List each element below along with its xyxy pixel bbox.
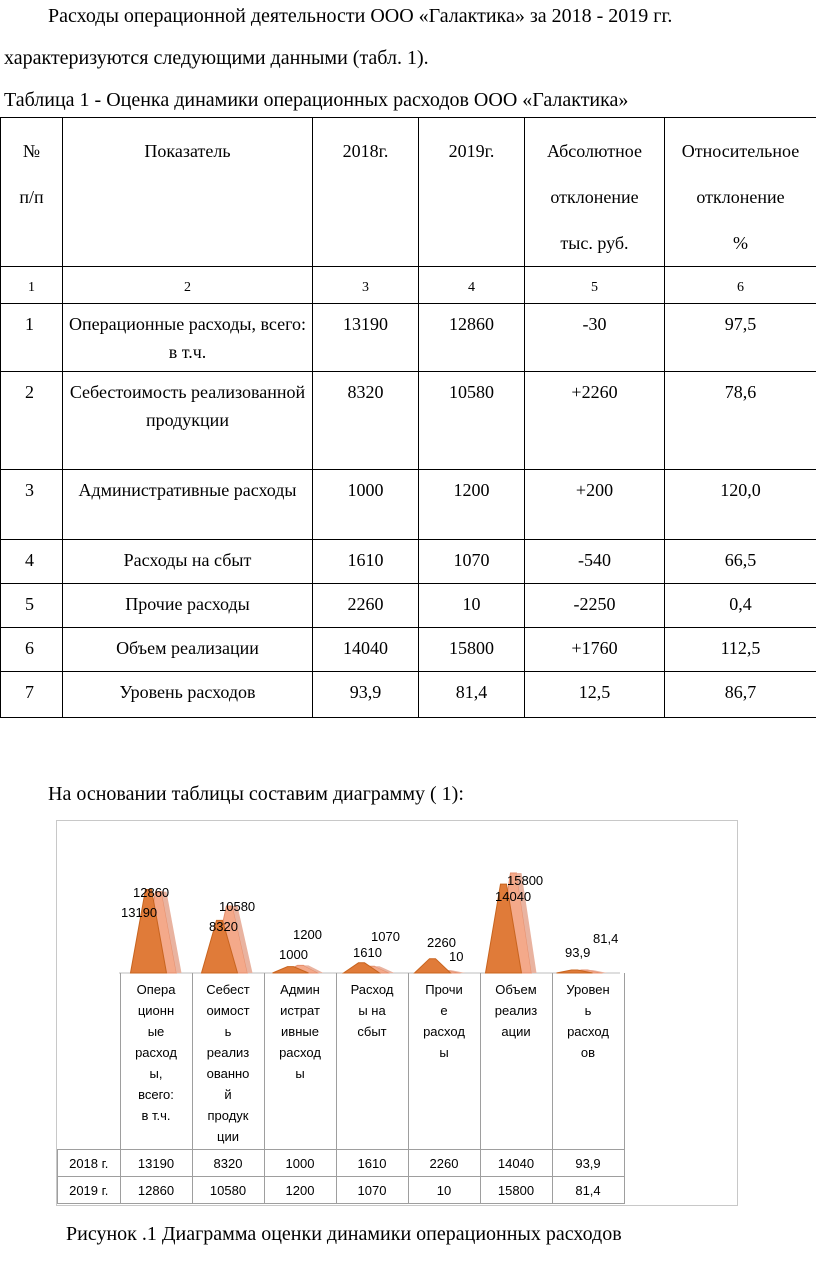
chart-category-label (192, 973, 264, 1150)
chart-category-label (120, 973, 192, 1150)
row-value-2019: 81,4 (419, 672, 525, 718)
data-label-2018: 14040 (495, 889, 532, 904)
row-rel-deviation: 97,5 (665, 304, 816, 372)
data-label-2019: 12860 (133, 885, 170, 900)
data-label-2018: 8320 (209, 919, 238, 934)
chart-category-label-line: истрат (280, 1003, 320, 1018)
chart-data-cell: 93,9 (552, 1150, 624, 1177)
chart-category-label-line: сбыт (357, 1024, 387, 1039)
row-rel-deviation: 120,0 (665, 470, 816, 540)
area-peak-2018 (415, 959, 451, 973)
chart-category-label-line: Себест (206, 982, 250, 997)
data-label-2019: 1200 (293, 927, 322, 942)
header-indicator: Показатель (63, 118, 313, 267)
data-label-2018: 2260 (427, 935, 456, 950)
row-value-2018: 1610 (313, 540, 419, 584)
row-abs-deviation: +2260 (525, 372, 665, 470)
chart-category-label-line: ции (217, 1129, 239, 1144)
chart-category-label (408, 973, 480, 1150)
data-label-2018: 93,9 (565, 945, 591, 960)
figure-caption: Рисунок .1 Диаграмма оценки динамики операционных расходов (66, 1223, 622, 1245)
header-rel-deviation: Относительное отклонение % (665, 118, 816, 267)
chart-data-row (58, 1177, 625, 1204)
row-rel-deviation: 0,4 (665, 584, 816, 628)
row-value-2018: 14040 (313, 628, 419, 672)
chart-data-cell: 1000 (264, 1150, 336, 1177)
header-2019: 2019г. (419, 118, 525, 267)
table-row (1, 584, 816, 628)
operating-expenses-table (0, 117, 816, 718)
chart-category-label-line: ы (439, 1045, 449, 1060)
row-value-2019: 1200 (419, 470, 525, 540)
table-row (1, 372, 816, 470)
data-label-2019: 10580 (219, 899, 256, 914)
chart-area (56, 820, 738, 1206)
row-rel-deviation: 86,7 (665, 672, 816, 718)
row-value-2019: 1070 (419, 540, 525, 584)
chart-category-label-line: Расход (350, 982, 394, 997)
table-row (1, 672, 816, 718)
chart-category-label-line: ы, (149, 1066, 163, 1081)
row-value-2018: 93,9 (313, 672, 419, 718)
chart-data-row (58, 1150, 625, 1177)
chart-category-label-line: реализ (206, 1045, 250, 1060)
row-value-2018: 13190 (313, 304, 419, 372)
chart-data-cell: 15800 (480, 1177, 552, 1204)
chart-series-name: 2018 г. (58, 1150, 121, 1177)
chart-intro: На основании таблицы составим диаграмму ( 1): (48, 783, 464, 805)
row-number: 7 (1, 672, 63, 718)
row-number: 2 (1, 372, 63, 470)
intro-line-1: Расходы операционной деятельности ООО «Галактика» за 2018 - 2019 гг. (48, 5, 673, 27)
col-number: 2 (63, 267, 313, 304)
chart-category-label-line: расход (279, 1045, 321, 1060)
col-number: 3 (313, 267, 419, 304)
chart-data-cell: 1070 (336, 1177, 408, 1204)
data-label-2018: 13190 (121, 905, 158, 920)
chart-category-label-line: расход (567, 1024, 609, 1039)
row-number: 1 (1, 304, 63, 372)
chart-data-cell: 2260 (408, 1150, 480, 1177)
chart-category-label-line: Прочи (425, 982, 463, 997)
chart-category-label-line: ы на (358, 1003, 386, 1018)
chart-data-cell: 8320 (192, 1150, 264, 1177)
row-value-2018: 8320 (313, 372, 419, 470)
chart-data-cell: 1610 (336, 1150, 408, 1177)
row-abs-deviation: +200 (525, 470, 665, 540)
row-value-2018: 2260 (313, 584, 419, 628)
chart-category-label (336, 973, 408, 1150)
chart-category-label-line: Уровен (566, 982, 610, 997)
row-indicator: Расходы на сбыт (63, 540, 313, 584)
chart-category-label-line: продук (207, 1108, 249, 1123)
chart-category-label-line: ивные (281, 1024, 319, 1039)
row-value-2019: 10580 (419, 372, 525, 470)
row-value-2019: 15800 (419, 628, 525, 672)
row-rel-deviation: 112,5 (665, 628, 816, 672)
chart-category-label-line: ь (584, 1003, 592, 1018)
table-header-row (1, 118, 816, 267)
row-number: 4 (1, 540, 63, 584)
chart-category-label-line: е (440, 1003, 448, 1018)
header-abs-deviation: Абсолютное отклонение тыс. руб. (525, 118, 665, 267)
chart-data-cell: 10580 (192, 1177, 264, 1204)
data-label-2018: 1610 (353, 945, 382, 960)
chart-category-label-line: всего: (138, 1087, 174, 1102)
chart-category-label (480, 973, 552, 1150)
data-label-2019: 10 (449, 949, 464, 964)
chart-category-row (58, 973, 625, 1150)
row-indicator: Себестоимость реализованной продукции (63, 372, 313, 470)
chart-category-label (264, 973, 336, 1150)
row-abs-deviation: -30 (525, 304, 665, 372)
chart-category-label-line: расход (135, 1045, 177, 1060)
chart-category-label-line: реализ (494, 1003, 538, 1018)
intro-line-2: характеризуются следующими данными (табл. 1). (4, 47, 429, 69)
chart-category-label-line: в т.ч. (141, 1108, 171, 1123)
chart-data-cell: 81,4 (552, 1177, 624, 1204)
chart-category-label-line: оимост (206, 1003, 250, 1018)
chart-category-label-line: ы (295, 1066, 305, 1081)
col-number: 5 (525, 267, 665, 304)
chart-data-cell: 1200 (264, 1177, 336, 1204)
chart-data-cell: 13190 (120, 1150, 192, 1177)
data-label-2019: 81,4 (593, 931, 619, 946)
chart-data-cell: 14040 (480, 1150, 552, 1177)
row-number: 5 (1, 584, 63, 628)
row-value-2019: 10 (419, 584, 525, 628)
chart-category-label-line: Опера (136, 982, 176, 997)
row-indicator: Уровень расходов (63, 672, 313, 718)
chart-category-label-line: ованно (206, 1066, 250, 1081)
header-num: № п/п (1, 118, 63, 267)
col-number: 6 (665, 267, 816, 304)
row-value-2019: 12860 (419, 304, 525, 372)
data-label-2019: 15800 (507, 873, 544, 888)
chart-category-label-line: ь (224, 1024, 232, 1039)
chart-category-label-line: Объем (495, 982, 537, 997)
chart-data-cell: 12860 (120, 1177, 192, 1204)
table-row (1, 628, 816, 672)
chart-category-label-line: ционн (137, 1003, 175, 1018)
col-number: 4 (419, 267, 525, 304)
row-indicator: Административные расходы (63, 470, 313, 540)
row-indicator: Операционные расходы, всего: в т.ч. (63, 304, 313, 372)
row-abs-deviation: -2250 (525, 584, 665, 628)
row-number: 6 (1, 628, 63, 672)
row-rel-deviation: 78,6 (665, 372, 816, 470)
chart-category-label-line: расход (423, 1024, 465, 1039)
row-indicator: Прочие расходы (63, 584, 313, 628)
row-indicator: Объем реализации (63, 628, 313, 672)
chart-data-table (57, 973, 625, 1204)
header-2018: 2018г. (313, 118, 419, 267)
row-abs-deviation: 12,5 (525, 672, 665, 718)
chart-category-label-line: ые (147, 1024, 165, 1039)
row-rel-deviation: 66,5 (665, 540, 816, 584)
col-number: 1 (1, 267, 63, 304)
table-caption: Таблица 1 - Оценка динамики операционных расходов ООО «Галактика» (4, 89, 629, 111)
chart-series-name: 2019 г. (58, 1177, 121, 1204)
row-number: 3 (1, 470, 63, 540)
data-label-2018: 1000 (279, 947, 308, 962)
chart-category-label-line: й (224, 1087, 232, 1102)
chart-category-label-line: Админ (280, 982, 320, 997)
table-row (1, 470, 816, 540)
column-number-row (1, 267, 816, 304)
chart-category-label (552, 973, 624, 1150)
chart-data-cell: 10 (408, 1177, 480, 1204)
table-row (1, 540, 816, 584)
chart-category-label-line: ации (501, 1024, 531, 1039)
chart-category-label-line: ов (580, 1045, 596, 1060)
row-value-2018: 1000 (313, 470, 419, 540)
data-label-2019: 1070 (371, 929, 400, 944)
row-abs-deviation: +1760 (525, 628, 665, 672)
row-abs-deviation: -540 (525, 540, 665, 584)
table-row (1, 304, 816, 372)
